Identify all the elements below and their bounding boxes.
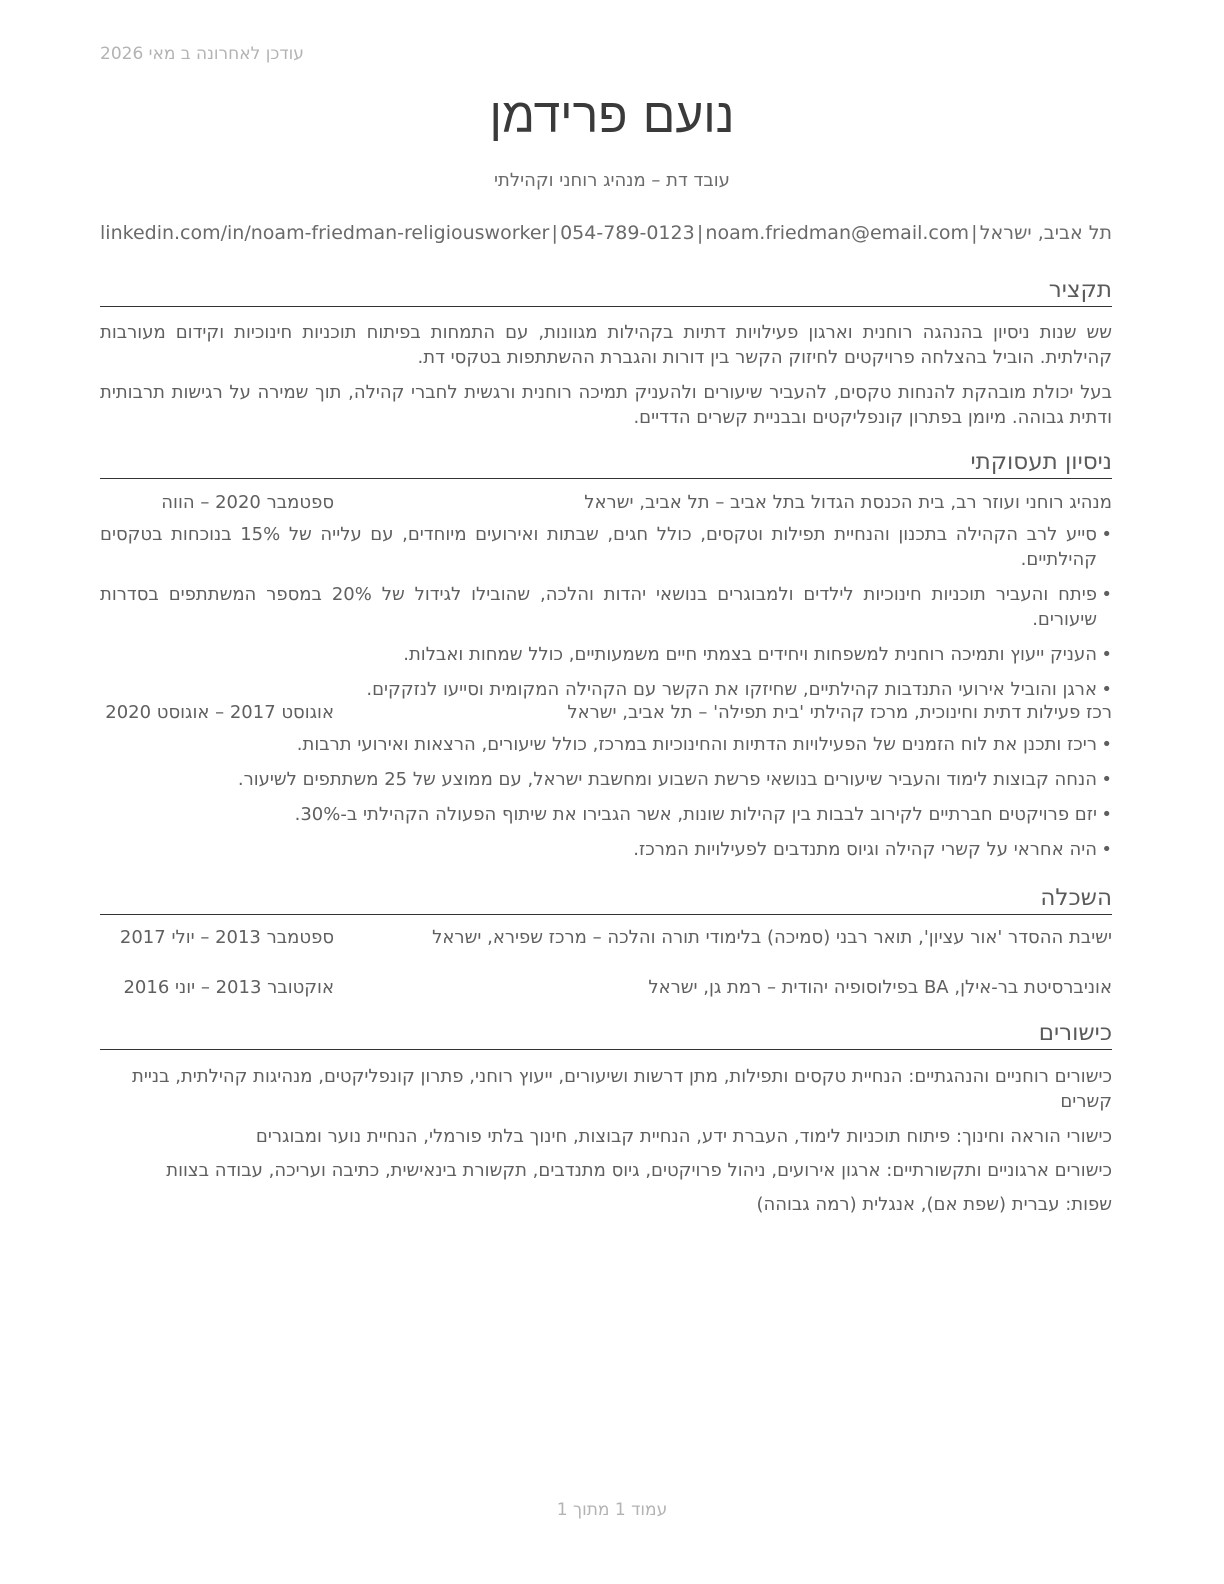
page-number: עמוד 1 מתוך 1 [556, 1500, 668, 1520]
contact-separator: | [971, 222, 978, 244]
list-item: • ארגן והוביל אירועי התנדבות קהילתיים, שחיזקו את הקשר עם הקהילה המקומית וסייעו לנזקקים. [100, 677, 1112, 702]
education-institution: ישיבת ההסדר 'אור עציון', תואר רבני (סמיכה) בלימודי תורה והלכה – מרכז שפירא, ישראל [432, 927, 1112, 948]
contact-email[interactable]: noam.friedman@email.com [705, 222, 970, 244]
contact-separator: | [551, 222, 558, 244]
job-header [100, 702, 1112, 728]
list-item: • העניק ייעוץ ותמיכה רוחנית למשפחות ויחידים בצמתי חיים משמעותיים, כולל שמחות ואבלות. [100, 642, 1112, 667]
education-entry [100, 927, 1112, 953]
job-dates: ספטמבר 2020 – הווה [161, 492, 334, 513]
list-item: • סייע לרב הקהילה בתכנון והנחיית תפילות וטקסים, כולל חגים, שבתות ואירועים מיוחדים, עם עלייה של 15% בנוכחות בטקסים קהילתיים. [100, 522, 1112, 572]
job-header [100, 492, 1112, 518]
job-role: רכז פעילות דתית וחינוכית, מרכז קהילתי 'בית תפילה' – תל אביב, ישראל [567, 702, 1112, 723]
resume-title: עובד דת – מנהיג רוחני וקהילתי [494, 170, 730, 191]
summary-paragraph: בעל יכולת מובהקת להנחות טקסים, להעביר שיעורים ולהעניק תמיכה רוחנית ורגשית לחברי קהילה, תוך שמירה על רגישות תרבותית ודתית גבוהה. מיומן בפתרון קונפליקטים ובבניית קשרים הדדיים. [100, 382, 1112, 428]
skills-heading: כישורים [100, 1017, 1112, 1050]
contact-bar [100, 222, 1112, 244]
education-entry [100, 977, 1112, 1003]
contact-phone[interactable]: 054-789-0123 [560, 222, 695, 244]
skill-line: כישורים ארגוניים ותקשורתיים: ארגון אירועים, ניהול פרויקטים, גיוס מתנדבים, תקשורת בינאישית, כתיבה ועריכה, עבודה בצוות [166, 1160, 1112, 1181]
job-dates: אוגוסט 2017 – אוגוסט 2020 [105, 702, 334, 723]
resume-name: נועם פרידמן [489, 88, 735, 144]
job-bullets [100, 522, 1112, 702]
contact-separator: | [696, 222, 704, 244]
list-item: • יזם פרויקטים חברתיים לקירוב לבבות בין קהילות שונות, אשר הגבירו את שיתוף הפעולה הקהילתי ב-30%. [100, 802, 1112, 827]
contact-linkedin[interactable]: linkedin.com/in/noam-friedman-religiousworker [100, 222, 550, 244]
skill-line: כישורים רוחניים והנהגתיים: הנחיית טקסים ותפילות, מתן דרשות ושיעורים, ייעוץ רוחני, פתרון קונפליקטים, מנהיגות קהילתית, בניית קשרים [132, 1066, 1112, 1112]
skill-line: כישורי הוראה וחינוך: פיתוח תוכניות לימוד, העברת ידע, הנחיית קבוצות, חינוך בלתי פורמלי, הנחיית נוער ומבוגרים [255, 1126, 1112, 1147]
list-item: • הנחה קבוצות לימוד והעביר שיעורים בנושאי פרשת השבוע ומחשבת ישראל, עם ממוצע של 25 משתתפים לשיעור. [100, 767, 1112, 792]
education-institution: אוניברסיטת בר-אילן, BA בפילוסופיה יהודית – רמת גן, ישראל [648, 977, 1112, 998]
job-bullets [100, 732, 1112, 862]
education-heading: השכלה [100, 882, 1112, 915]
list-item: • ריכז ותכנן את לוח הזמנים של הפעילויות הדתיות והחינוכיות במרכז, כולל שיעורים, הרצאות ואירועי תרבות. [100, 732, 1112, 757]
contact-location: תל אביב, ישראל [979, 222, 1112, 244]
skill-line: שפות: עברית (שפת אם), אנגלית (רמה גבוהה) [756, 1194, 1112, 1215]
list-item: • היה אחראי על קשרי קהילה וגיוס מתנדבים לפעילויות המרכז. [100, 837, 1112, 862]
education-dates: אוקטובר 2013 – יוני 2016 [123, 977, 334, 998]
experience-heading: ניסיון תעסוקתי [100, 446, 1112, 479]
summary-paragraph: שש שנות ניסיון בהנהגה רוחנית וארגון פעילויות דתיות בקהילות מגוונות, עם התמחות בפיתוח תוכניות חינוכיות וקידום מעורבות קהילתית. הוביל בהצלחה פרויקטים לחיזוק הקשר בין דורות והגברת ההשתתפות בטקסי דת. [100, 322, 1112, 368]
last-updated-note: עודכן לאחרונה ב מאי 2026 [100, 44, 304, 64]
summary-heading: תקציר [100, 274, 1112, 307]
job-role: מנהיג רוחני ועוזר רב, בית הכנסת הגדול בתל אביב – תל אביב, ישראל [584, 492, 1112, 513]
education-dates: ספטמבר 2013 – יולי 2017 [119, 927, 334, 948]
list-item: • פיתח והעביר תוכניות חינוכיות לילדים ולמבוגרים בנושאי יהדות והלכה, שהובילו לגידול של 20% במספר המשתתפים בסדרות שיעורים. [100, 582, 1112, 632]
